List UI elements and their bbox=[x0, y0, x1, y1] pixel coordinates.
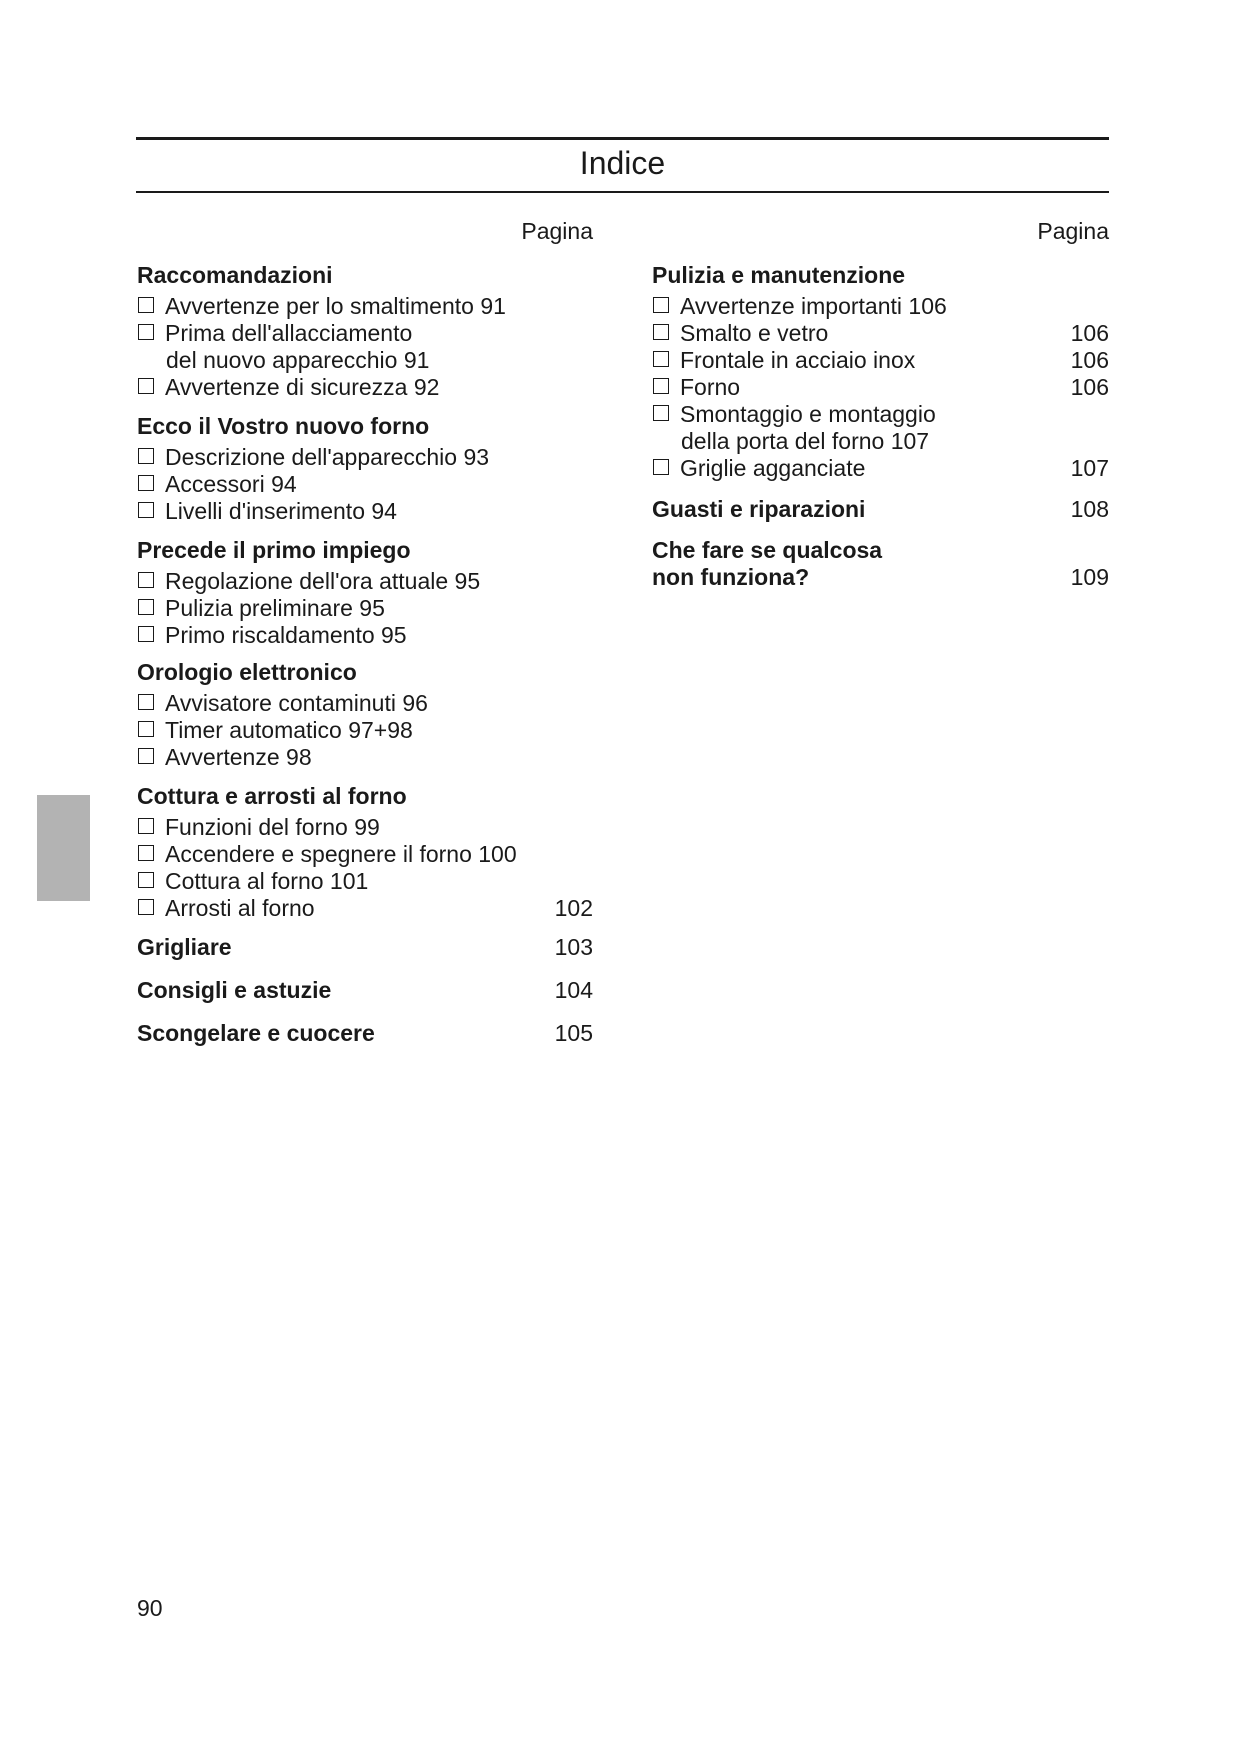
toc-item: Frontale in acciaio inox 106 bbox=[652, 347, 1109, 374]
toc-section-heading: Ecco il Vostro nuovo forno bbox=[137, 413, 430, 439]
page-title: Indice bbox=[579, 145, 666, 181]
checkbox-icon bbox=[138, 721, 154, 737]
checkbox-icon bbox=[138, 502, 154, 518]
checkbox-icon bbox=[138, 448, 154, 464]
toc-item: Avvertenze importanti 106 bbox=[652, 293, 1109, 320]
toc-section-heading: Precede il primo impiego bbox=[137, 537, 411, 563]
checkbox-icon bbox=[653, 459, 669, 475]
toc-section-heading: non funziona? 109 bbox=[652, 564, 1109, 590]
toc-item: Avvertenze per lo smaltimento 91 bbox=[137, 293, 593, 320]
checkbox-icon bbox=[138, 626, 154, 642]
toc-section-heading: Grigliare 103 bbox=[137, 934, 593, 960]
column-header-pagina: Pagina bbox=[521, 218, 593, 244]
title-underline bbox=[136, 191, 1109, 193]
toc-page-number: 102 bbox=[554, 895, 593, 921]
toc-item: Griglie agganciate 107 bbox=[652, 455, 1109, 482]
checkbox-icon bbox=[138, 572, 154, 588]
toc-item: Avvertenze di sicurezza 92 bbox=[137, 374, 593, 401]
toc-page-number: 103 bbox=[554, 934, 593, 960]
toc-section-heading: Guasti e riparazioni 108 bbox=[652, 496, 1109, 522]
toc-page-number: 106 bbox=[1070, 347, 1109, 373]
toc-item: Avvertenze 98 bbox=[137, 744, 593, 771]
toc-item-continuation: del nuovo apparecchio 91 bbox=[166, 347, 430, 373]
toc-page-number: 104 bbox=[554, 977, 593, 1003]
toc-section-heading: Scongelare e cuocere 105 bbox=[137, 1020, 593, 1046]
toc-section-heading: Consigli e astuzie 104 bbox=[137, 977, 593, 1003]
checkbox-icon bbox=[653, 351, 669, 367]
checkbox-icon bbox=[138, 818, 154, 834]
toc-item: Prima dell'allacciamento bbox=[137, 320, 593, 347]
checkbox-icon bbox=[653, 297, 669, 313]
toc-item: Primo riscaldamento 95 bbox=[137, 622, 593, 649]
toc-item: Accessori 94 bbox=[137, 471, 593, 498]
checkbox-icon bbox=[653, 405, 669, 421]
checkbox-icon bbox=[138, 845, 154, 861]
checkbox-icon bbox=[138, 599, 154, 615]
toc-right-column bbox=[652, 218, 1109, 595]
checkbox-icon bbox=[138, 324, 154, 340]
toc-item: Forno 106 bbox=[652, 374, 1109, 401]
checkbox-icon bbox=[653, 378, 669, 394]
toc-item: Accendere e spegnere il forno 100 bbox=[137, 841, 593, 868]
toc-item: Smalto e vetro 106 bbox=[652, 320, 1109, 347]
toc-section-heading: Raccomandazioni bbox=[137, 262, 333, 288]
toc-page-number: 106 bbox=[1070, 320, 1109, 346]
language-tab-marker bbox=[37, 795, 90, 901]
toc-item: Smontaggio e montaggio bbox=[652, 401, 1109, 428]
toc-page-number: 106 bbox=[1070, 374, 1109, 400]
toc-page-number: 109 bbox=[1070, 564, 1109, 590]
top-rule bbox=[136, 137, 1109, 140]
toc-item: Cottura al forno 101 bbox=[137, 868, 593, 895]
toc-item: Timer automatico 97+98 bbox=[137, 717, 593, 744]
checkbox-icon bbox=[138, 297, 154, 313]
checkbox-icon bbox=[138, 748, 154, 764]
toc-item: Livelli d'inserimento 94 bbox=[137, 498, 593, 525]
checkbox-icon bbox=[138, 378, 154, 394]
toc-page-number: 105 bbox=[554, 1020, 593, 1046]
toc-item: Arrosti al forno 102 bbox=[137, 895, 593, 922]
checkbox-icon bbox=[138, 872, 154, 888]
toc-page-number: 107 bbox=[1070, 455, 1109, 481]
toc-section-heading: Pulizia e manutenzione bbox=[652, 262, 906, 288]
checkbox-icon bbox=[138, 475, 154, 491]
toc-item: Funzioni del forno 99 bbox=[137, 814, 593, 841]
toc-section-heading: Orologio elettronico bbox=[137, 659, 357, 685]
checkbox-icon bbox=[138, 899, 154, 915]
toc-left-column bbox=[137, 218, 593, 1051]
checkbox-icon bbox=[138, 694, 154, 710]
toc-item: Descrizione dell'apparecchio 93 bbox=[137, 444, 593, 471]
toc-item: Regolazione dell'ora attuale 95 bbox=[137, 568, 593, 595]
toc-section-heading: Cottura e arrosti al forno bbox=[137, 783, 407, 809]
toc-item-continuation: della porta del forno 107 bbox=[681, 428, 930, 454]
page-number: 90 bbox=[137, 1595, 163, 1621]
toc-section-heading: Che fare se qualcosa bbox=[652, 537, 883, 563]
toc-page-number: 108 bbox=[1070, 496, 1109, 522]
toc-item: Avvisatore contaminuti 96 bbox=[137, 690, 593, 717]
checkbox-icon bbox=[653, 324, 669, 340]
column-header-pagina: Pagina bbox=[1037, 218, 1109, 244]
toc-item: Pulizia preliminare 95 bbox=[137, 595, 593, 622]
